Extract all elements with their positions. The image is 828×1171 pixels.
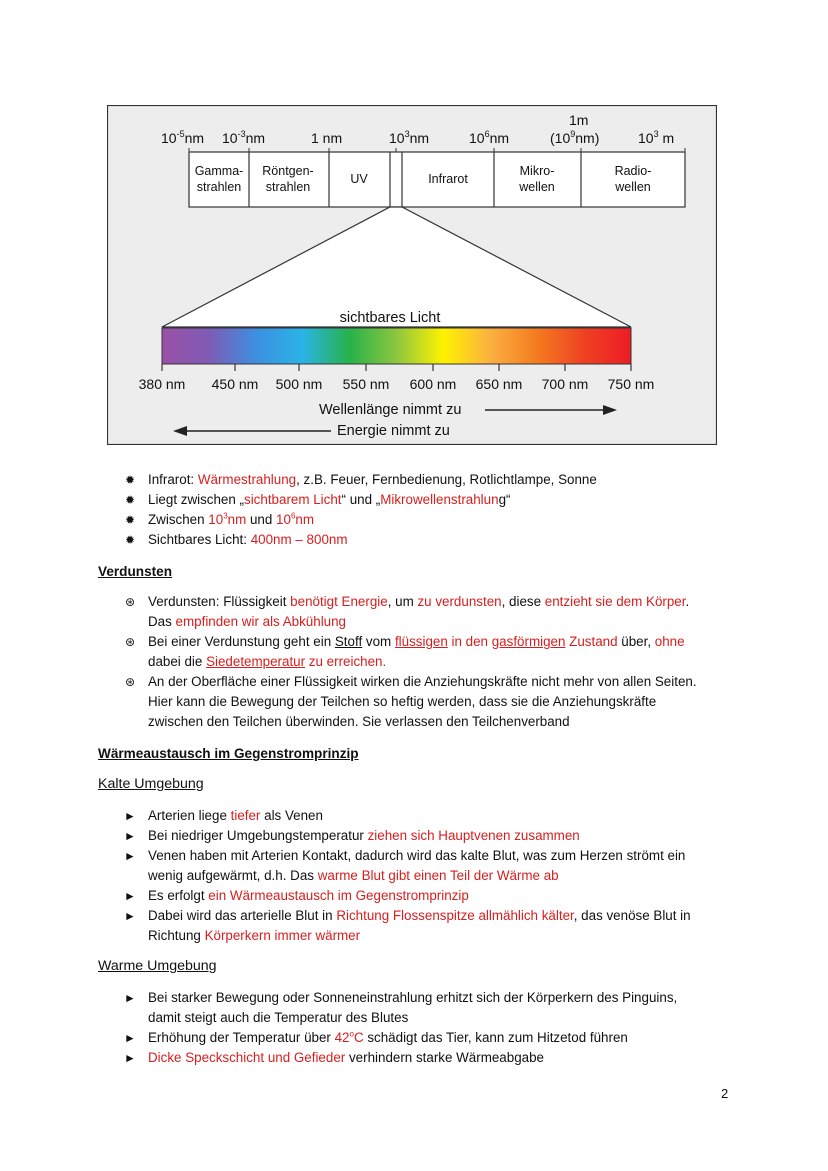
spectrum-diagram [107,105,717,445]
list-item: ► Bei starker Bewegung oder Sonneneinstrahlung erhitzt sich der Körperkern des Pinguins, damit steigt auch die Temperatur des Blutes [98,988,738,1028]
nm-tick-label: 700 nm [541,376,589,392]
triangle-bullet-icon: ► [124,809,136,823]
nm-tick-label: 600 nm [409,376,457,392]
visible-spectrum-bar [162,328,631,364]
nm-tick-label: 550 nm [342,376,390,392]
page-number: 2 [721,1086,729,1101]
nm-tick-label: 500 nm [275,376,323,392]
list-item: ► Dabei wird das arterielle Blut in Richtung Flossenspitze allmählich kälter, das venöse Blut in Richtung Körperkern immer wärmer [98,906,738,946]
scale-label-1e6nm: $10^6nm$ [469,129,510,146]
triangle-bullet-icon: ► [124,1051,136,1065]
list-item: ► Venen haben mit Arterien Kontakt, dadurch wird das kalte Blut, was zum Herzen strömt ein wenig aufgewärmt, d.h. Das warme Blut gibt einen Teil der Wärme ab [98,846,738,886]
nm-tick-label: 450 nm [211,376,259,392]
triangle-bullet-icon: ► [124,909,136,923]
list-item: ✹ Sichtbares Licht: 400nm – 800nm [98,530,738,550]
heading-kalte-umgebung: Kalte Umgebung [98,776,204,792]
list-item: ⊛ Bei einer Verdunstung geht ein Stoff vom flüssigen in den gasförmigen Zustand über, ohne dabei die Siedetemperatur zu erreichen. [98,632,738,672]
circle-bullet-icon: ⊛ [124,675,136,689]
band-radiowellen: Radio-wellen [614,164,652,194]
circle-bullet-icon: ⊛ [124,635,136,649]
scale-label-1e9nm: $(10^9nm)$ [550,129,600,146]
band-mikrowellen: Mikro-wellen [519,164,555,194]
band-infrarot: Infrarot [428,172,468,186]
nm-tick-label: 750 nm [607,376,655,392]
scale-label-1e3nm: $10^3nm$ [389,129,430,146]
nm-tick-label: 380 nm [138,376,186,392]
triangle-bullet-icon: ► [124,849,136,863]
band-roentgen: Röntgen-strahlen [262,164,314,194]
list-item: ► Arterien liege tiefer als Venen [98,806,738,826]
kalte-umgebung-list [98,806,738,946]
scale-label-1m: 1m [569,112,589,128]
infrared-list [98,470,738,550]
list-item: ► Dicke Speckschicht und Gefieder verhindern starke Wärmeabgabe [98,1048,738,1068]
circle-bullet-icon: ⊛ [124,595,136,609]
nm-tick-label: 650 nm [475,376,523,392]
arrow-right-label: Wellenlänge nimmt zu [319,402,462,418]
list-item: ⊛ An der Oberfläche einer Flüssigkeit wirken die Anziehungskräfte nicht mehr von allen Seiten. Hier kann die Bewegung der Teilchen so heftig werden, dass sie die Anziehungskräfte zwischen den Teilchen überwinden. Sie verlassen den Teilchenverband [98,672,738,732]
band-gamma: Gamma-strahlen [194,164,244,194]
scale-label-1e-3nm: $10^{-3}nm$ [222,129,266,146]
warme-umgebung-list [98,988,738,1068]
verdunsten-list [98,592,738,732]
triangle-bullet-icon: ► [124,889,136,903]
list-item: ⊛ Verdunsten: Flüssigkeit benötigt Energie, um zu verdunsten, diese entzieht sie dem Körper. Das empfinden wir als Abkühlung [98,592,738,632]
list-item: ► Bei niedriger Umgebungstemperatur ziehen sich Hauptvenen zusammen [98,826,738,846]
list-item: ✹ Zwischen $10^3nm$ und $10^6nm$ [98,510,738,530]
triangle-bullet-icon: ► [124,829,136,843]
band-uv: UV [350,172,368,186]
document-body [98,470,738,1068]
triangle-bullet-icon: ► [124,991,136,1005]
scale-label-1nm: 1 nm [311,130,343,146]
list-item: ► Erhöhung der Temperatur über 42$^o$C schädigt das Tier, kann zum Hitzetod führen [98,1028,738,1048]
list-item: ► Es erfolgt ein Wärmeaustausch im Gegenstromprinzip [98,886,738,906]
arrow-left-label: Energie nimmt zu [337,423,450,439]
scale-label-1e-5nm: $10^{-5}nm$ [161,129,205,146]
star-bullet-icon: ✹ [124,533,136,547]
list-item: ✹ Liegt zwischen „sichtbarem Licht“ und „Mikrowellenstrahlung“ [98,490,738,510]
electromagnetic-spectrum-figure [107,105,717,445]
list-item: ✹ Infrarot: Wärmestrahlung, z.B. Feuer, Fernbedienung, Rotlichtlampe, Sonne [98,470,738,490]
heading-waermeaustausch: Wärmeaustausch im Gegenstromprinzip [98,746,359,761]
star-bullet-icon: ✹ [124,513,136,527]
star-bullet-icon: ✹ [124,473,136,487]
triangle-bullet-icon: ► [124,1031,136,1045]
scale-label-1e3m: $10^3$ m [638,129,675,146]
star-bullet-icon: ✹ [124,493,136,507]
heading-verdunsten: Verdunsten [98,564,173,579]
heading-warme-umgebung: Warme Umgebung [98,958,217,974]
visible-light-title: sichtbares Licht [339,310,441,326]
